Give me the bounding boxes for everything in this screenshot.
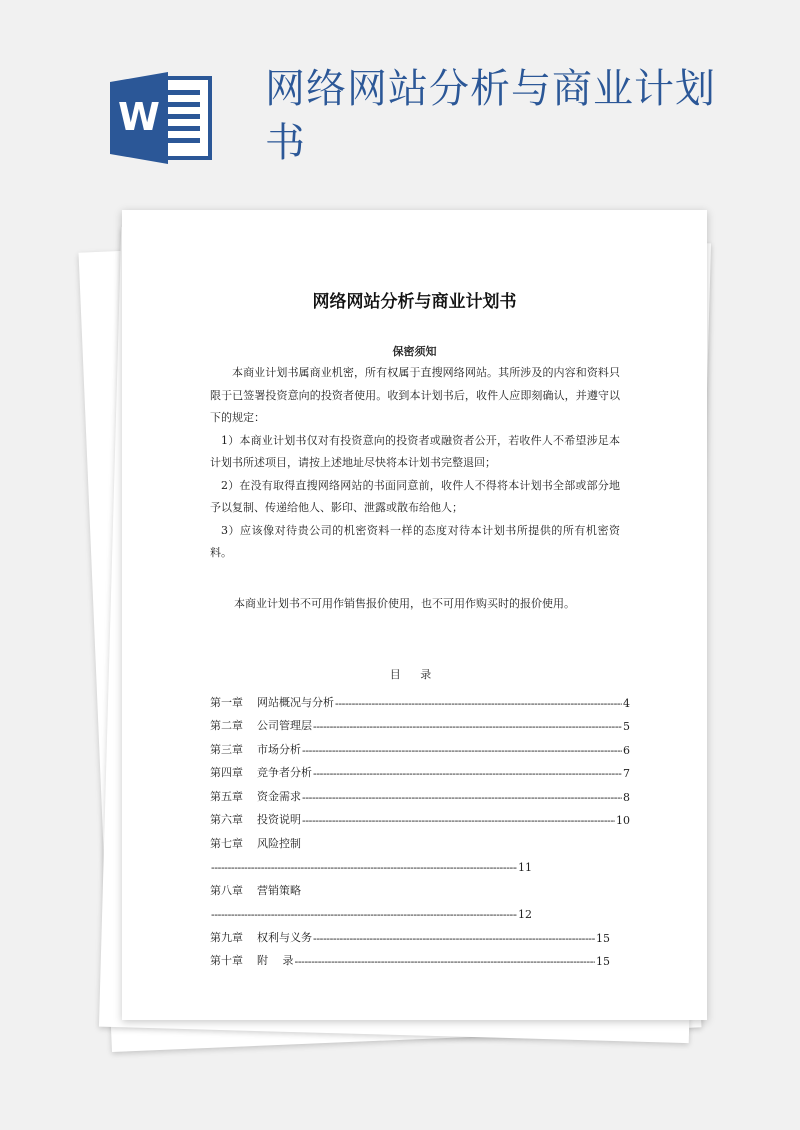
toc-leader (295, 955, 596, 968)
usage-note: 本商业计划书不可用作销售报价使用，也不可用作购买时的报价使用。 (234, 597, 575, 610)
toc-leader (211, 861, 517, 874)
toc-entry[interactable] (210, 827, 630, 851)
svg-text:W: W (118, 95, 160, 139)
rule-item: 3）应该像对待贵公司的机密资料一样的态度对待本计划书所提供的所有机密资料。 (210, 523, 620, 559)
toc-page: 6 (623, 743, 630, 757)
toc-page: 15 (596, 955, 610, 968)
toc-page: 4 (623, 696, 630, 710)
rule-item: 2）在没有取得直搜网络网站的书面同意前，收件人不得将本计划书全部或部分地予以复制、传递给他人、影印、泄露或散布给他人； (210, 478, 620, 514)
toc-title: 公司管理层 (257, 719, 312, 732)
toc-leader (302, 791, 622, 804)
toc-title: 市场分析 (257, 742, 301, 756)
toc-leader (313, 767, 622, 780)
toc-leader (211, 908, 517, 921)
rule-item: 1）本商业计划书仅对有投资意向的投资者或融资者公开，若收件人不希望涉足本计划书所述项目，请按上述地址尽快将本计划书完整退回； (210, 433, 620, 469)
toc-title: 风险控制 (257, 836, 301, 850)
toc-leader (335, 697, 622, 710)
toc-page: 8 (623, 790, 630, 804)
toc-entry[interactable] (210, 733, 630, 757)
toc-entry-continuation[interactable] (210, 898, 532, 922)
toc-title: 权利与义务 (257, 930, 312, 944)
toc-entry[interactable] (210, 921, 610, 945)
toc-heading: 目 录 (389, 668, 440, 681)
toc-leader (313, 720, 622, 733)
table-of-contents (210, 686, 630, 968)
document-title: 网络网站分析与商业计划书 (312, 292, 517, 312)
toc-leader (302, 814, 615, 827)
confidentiality-notice (210, 362, 620, 565)
toc-chapter: 第一章 (210, 695, 243, 709)
page-title: 网络网站分析与商业计划书 (265, 66, 716, 166)
toc-title: 网站概况与分析 (257, 695, 334, 709)
toc-title: 营销策略 (257, 883, 301, 897)
toc-entry[interactable] (210, 686, 630, 710)
toc-entry[interactable] (210, 874, 630, 898)
toc-title: 附 录 (257, 954, 294, 967)
toc-leader (302, 744, 622, 757)
toc-title: 资金需求 (257, 789, 301, 803)
toc-chapter: 第九章 (210, 930, 243, 944)
toc-page: 7 (623, 767, 630, 780)
toc-title: 竞争者分析 (257, 766, 312, 779)
toc-page: 12 (518, 908, 532, 921)
toc-entry-continuation[interactable] (210, 851, 532, 875)
toc-leader (313, 932, 595, 945)
notice-intro: 本商业计划书属商业机密，所有权属于直搜网络网站。其所涉及的内容和资料只限于已签署投资意向的投资者使用。收到本计划书后，收件人应即刻确认，并遵守以下的规定： (210, 366, 620, 424)
toc-entry[interactable] (210, 804, 630, 828)
toc-chapter: 第二章 (210, 719, 243, 732)
toc-chapter: 第七章 (210, 836, 243, 850)
toc-chapter: 第五章 (210, 789, 243, 803)
notice-heading: 保密须知 (392, 345, 437, 358)
toc-page: 15 (596, 931, 610, 945)
toc-entry[interactable] (210, 945, 610, 969)
toc-entry[interactable] (210, 710, 630, 734)
toc-chapter: 第三章 (210, 742, 243, 756)
toc-page: 5 (623, 720, 630, 733)
toc-entry[interactable] (210, 780, 630, 804)
toc-title: 投资说明 (257, 813, 301, 826)
word-document-icon (110, 72, 214, 164)
toc-chapter: 第十章 (210, 954, 243, 967)
document-page (122, 210, 707, 1020)
toc-page: 11 (518, 861, 532, 874)
toc-chapter: 第六章 (210, 813, 243, 826)
toc-chapter: 第四章 (210, 766, 243, 779)
toc-chapter: 第八章 (210, 883, 243, 897)
toc-page: 10 (616, 814, 630, 827)
toc-entry[interactable] (210, 757, 630, 781)
